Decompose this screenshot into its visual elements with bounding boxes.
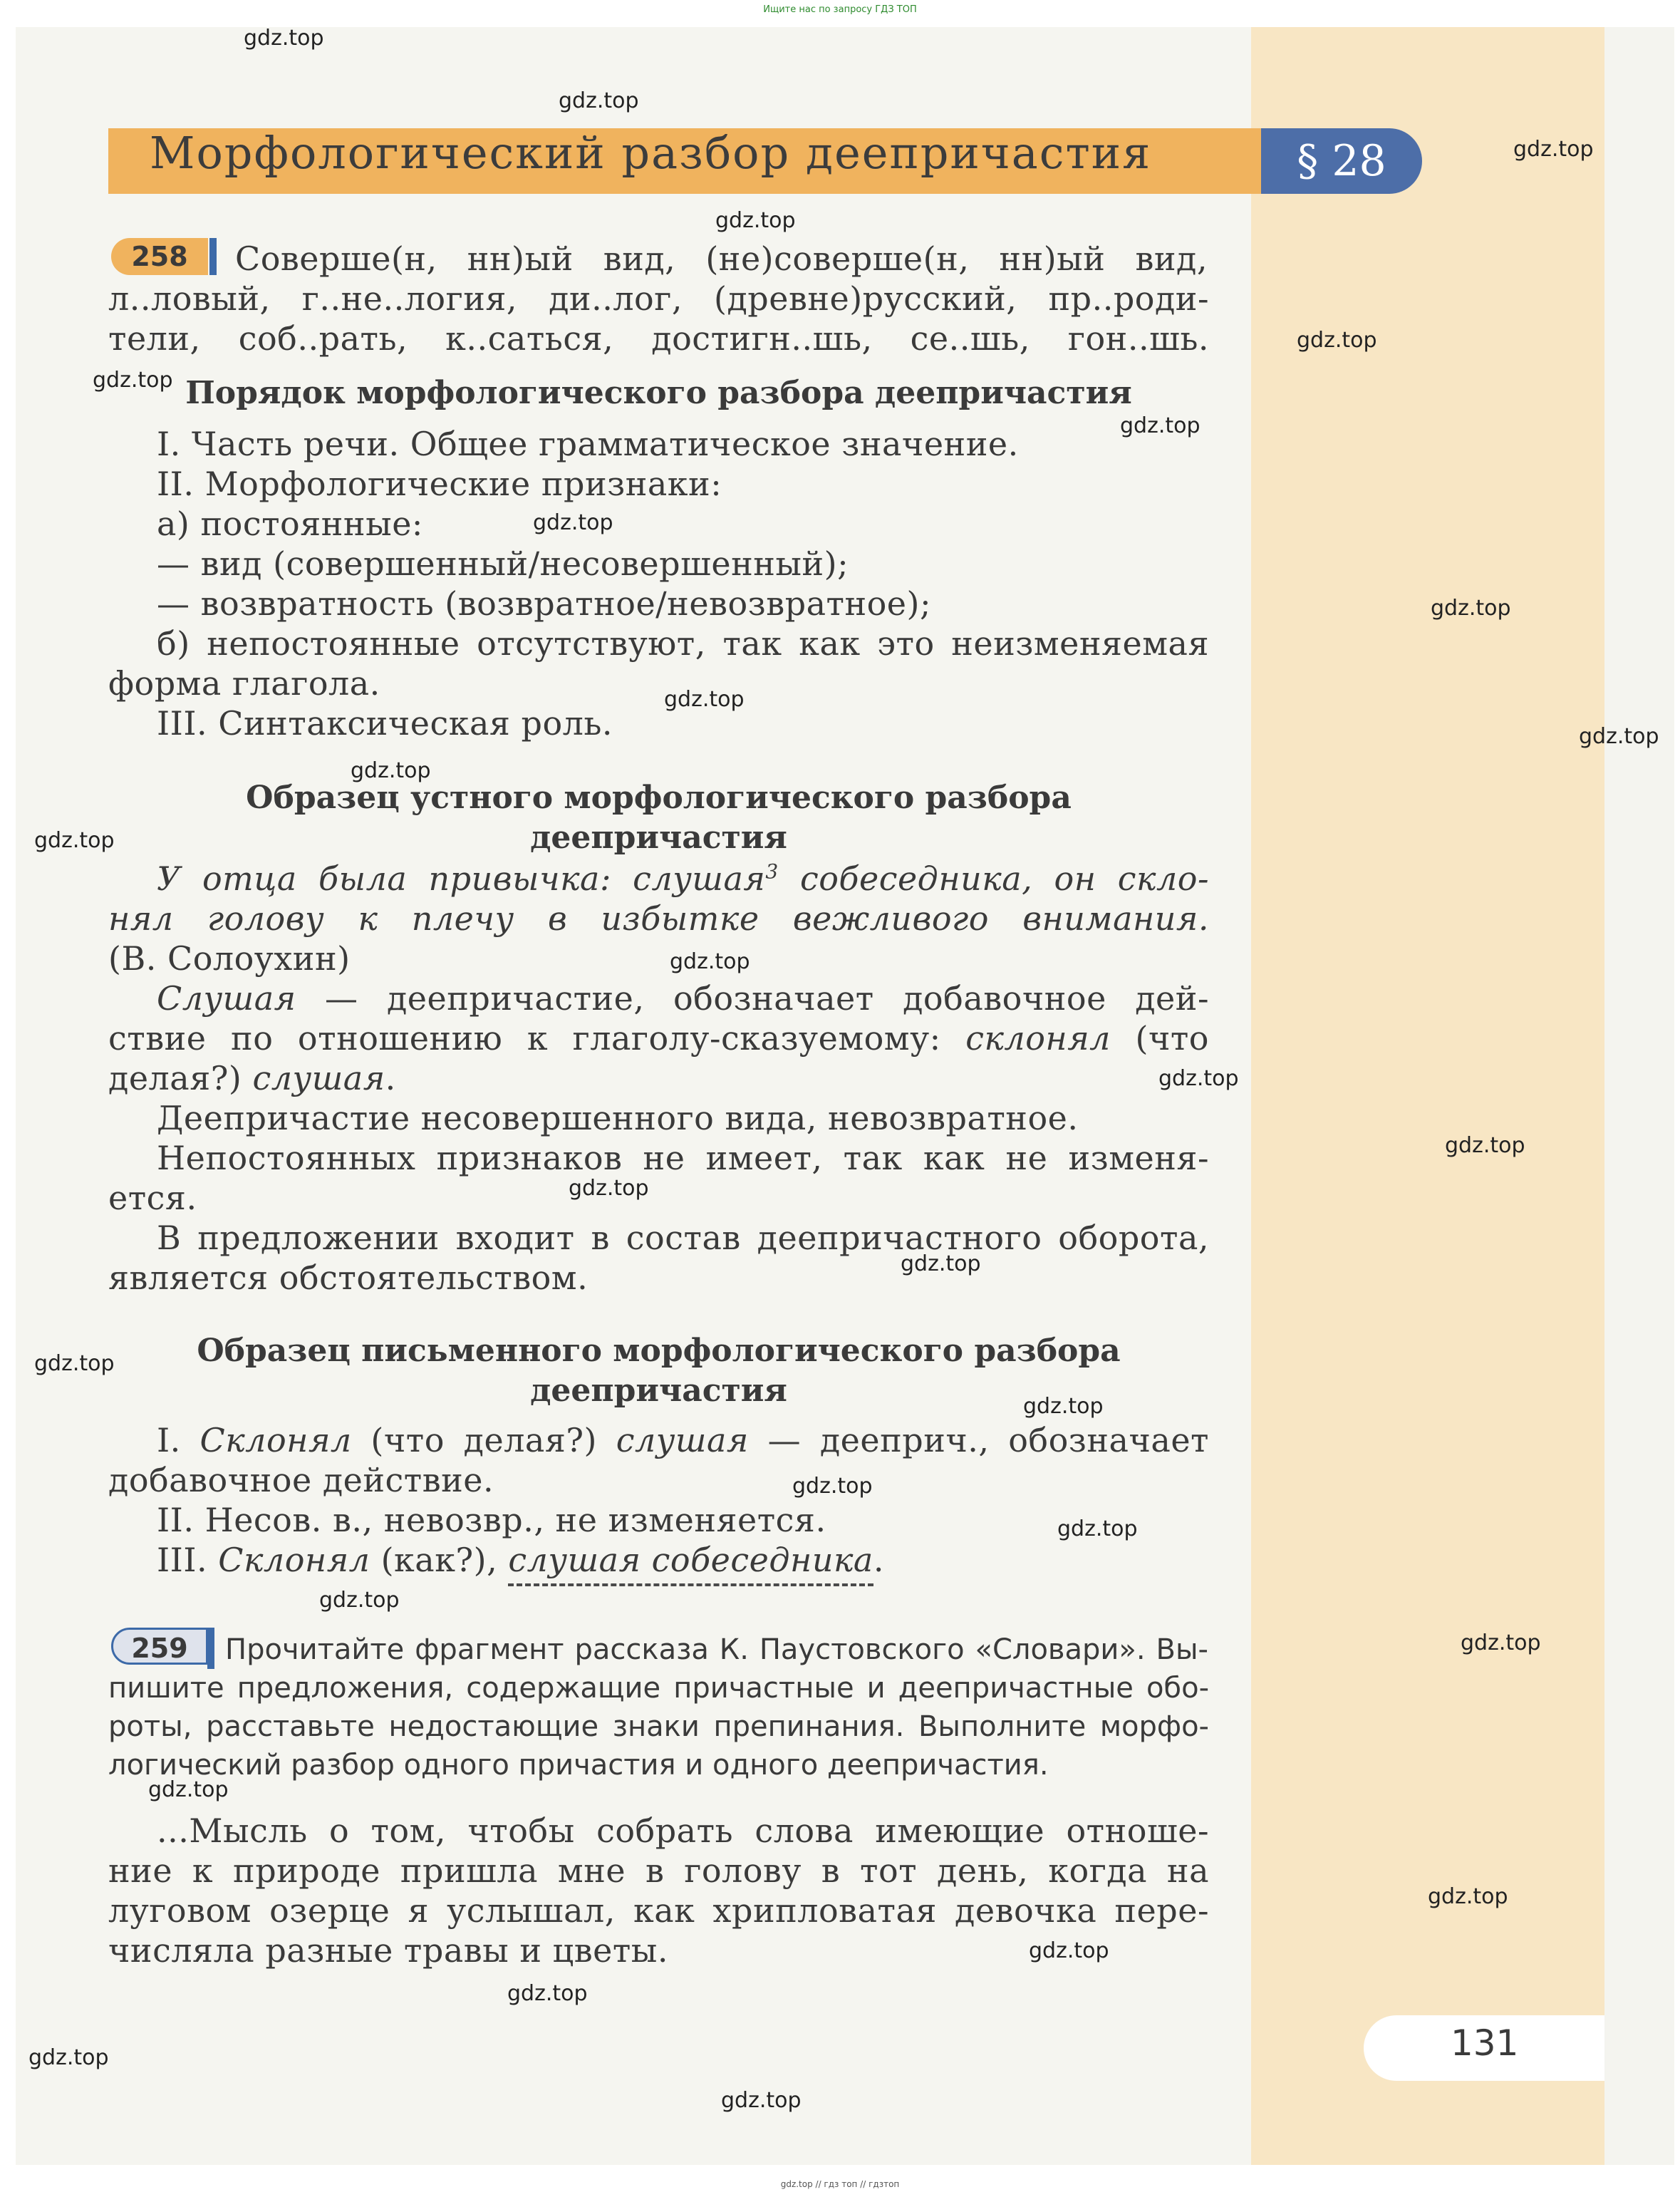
watermark: gdz.top: [93, 368, 173, 393]
watermark: gdz.top: [1428, 1884, 1508, 1909]
ex259-task-line-2: пишите предложения, содержащие причастные и деепричастные обо-: [108, 1672, 1209, 1705]
watermark: gdz.top: [351, 758, 431, 783]
oral-p4-line-1: В предложении входит в состав деепричастного оборота,: [157, 1219, 1209, 1257]
oral-p1-line-3: делая?) слушая.: [108, 1059, 396, 1097]
oral-heading-1: Образец устного морфологического разбора: [246, 780, 1072, 816]
order-heading: Порядок морфологического разбора деепричастия: [185, 375, 1132, 411]
ex258-line-2: л..ловый, г..не..логия, ди..лог, (древне)русский, пр..роди-: [108, 279, 1209, 318]
ex259-text-line-3: луговом озерце я услышал, как хрипловатая девочка пере-: [108, 1891, 1209, 1930]
watermark: gdz.top: [34, 1351, 115, 1376]
watermark: gdz.top: [664, 687, 745, 712]
written-line-4: III. Склонял (как?), слушая собеседника.: [157, 1541, 884, 1579]
watermark: gdz.top: [1461, 1630, 1541, 1655]
watermark: gdz.top: [721, 2088, 802, 2113]
written-heading-2: деепричастия: [530, 1373, 787, 1409]
watermark: gdz.top: [901, 1251, 981, 1276]
page-edge: [1604, 27, 1674, 2165]
ex259-text-line-4: числяла разные травы и цветы.: [108, 1931, 669, 1970]
watermark: gdz.top: [569, 1176, 649, 1201]
watermark: gdz.top: [148, 1777, 229, 1802]
watermark: gdz.top: [244, 26, 324, 51]
page-title: Морфологический разбор деепричастия: [150, 127, 1152, 179]
exercise-number-259: 259: [111, 1628, 208, 1665]
bottom-note: gdz.top // гдз топ // гдзтоп: [780, 2179, 900, 2189]
ex259-task-line-3: роты, расставьте недостающие знаки препинания. Выполните морфо-: [108, 1710, 1209, 1743]
watermark: gdz.top: [1120, 413, 1201, 438]
watermark: gdz.top: [559, 88, 639, 113]
watermark: gdz.top: [28, 2045, 109, 2070]
watermark: gdz.top: [1023, 1394, 1104, 1419]
watermark: gdz.top: [507, 1981, 588, 2006]
written-heading-1: Образец письменного морфологического разбора: [197, 1333, 1121, 1369]
ex258-line-1: Соверше(н, нн)ый вид, (не)соверше(н, нн)ый вид,: [235, 239, 1208, 278]
watermark: gdz.top: [1431, 596, 1511, 621]
order-line-4: — вид (совершенный/несовершенный);: [157, 544, 849, 583]
watermark: gdz.top: [1029, 1938, 1109, 1963]
oral-heading-2: деепричастия: [530, 820, 787, 856]
watermark: gdz.top: [1057, 1516, 1138, 1541]
written-line-3: II. Несов. в., невозвр., не изменяется.: [157, 1501, 826, 1539]
watermark: gdz.top: [533, 510, 613, 535]
order-line-1: I. Часть речи. Общее грамматическое значение.: [157, 425, 1019, 463]
ex259-task-line-4: логический разбор одного причастия и одного деепричастия.: [108, 1749, 1049, 1782]
order-line-7: форма глагола.: [108, 664, 380, 703]
watermark: gdz.top: [792, 1474, 873, 1499]
ex259-task-line-1: Прочитайте фрагмент рассказа К. Паустовского «Словари». Вы-: [225, 1633, 1208, 1666]
oral-quote-line-1: У отца была привычка: слушая$^3$ собеседника, он скло-: [157, 859, 1209, 898]
oral-p3-line-1: Непостоянных признаков не имеет, так как не изменя-: [157, 1139, 1209, 1177]
watermark: gdz.top: [1297, 328, 1377, 353]
ex259-text-line-2: ние к природе пришла мне в голову в тот день, когда на: [108, 1851, 1209, 1890]
oral-p1-line-2: ствие по отношению к глаголу-сказуемому: склонял (что: [108, 1019, 1210, 1058]
order-line-3: а) постоянные:: [157, 505, 423, 543]
top-note: Ищите нас по запросу ГДЗ ТОП: [763, 4, 917, 15]
watermark: gdz.top: [715, 208, 796, 233]
watermark: gdz.top: [670, 949, 750, 974]
watermark: gdz.top: [1513, 137, 1594, 162]
page-number: 131: [1451, 2022, 1519, 2064]
watermark: gdz.top: [319, 1588, 400, 1613]
order-line-6: б) непостоянные отсутствуют, так как это неизменяемая: [157, 624, 1209, 663]
exercise-number-258: 258: [111, 238, 208, 275]
watermark: gdz.top: [1579, 724, 1659, 749]
order-line-8: III. Синтаксическая роль.: [157, 704, 613, 743]
oral-p4-line-2: является обстоятельством.: [108, 1258, 588, 1297]
written-line-2: добавочное действие.: [108, 1461, 494, 1499]
ex259-text-line-1: ...Мысль о том, чтобы собрать слова имеющие отноше-: [157, 1811, 1209, 1850]
section-badge: § 28: [1261, 128, 1422, 194]
oral-quote-author: (В. Солоухин): [108, 939, 351, 978]
order-line-5: — возвратность (возвратное/невозвратное);: [157, 584, 931, 623]
oral-p3-line-2: ется.: [108, 1179, 197, 1217]
watermark: gdz.top: [34, 828, 115, 853]
watermark: gdz.top: [1445, 1133, 1525, 1158]
ex258-line-3: тели, соб..рать, к..саться, достигн..шь, се..шь, гон..шь.: [108, 319, 1209, 358]
order-line-2: II. Морфологические признаки:: [157, 465, 722, 503]
watermark: gdz.top: [1158, 1066, 1239, 1091]
written-line-1: I. Склонял (что делая?) слушая — дееприч., обозначает: [157, 1421, 1209, 1459]
oral-p2: Деепричастие несовершенного вида, невозвратное.: [157, 1099, 1079, 1137]
oral-quote-line-2: нял голову к плечу в избытке вежливого внимания.: [108, 899, 1209, 938]
oral-p1-line-1: Слушая — деепричастие, обозначает добавочное дей-: [157, 979, 1209, 1018]
